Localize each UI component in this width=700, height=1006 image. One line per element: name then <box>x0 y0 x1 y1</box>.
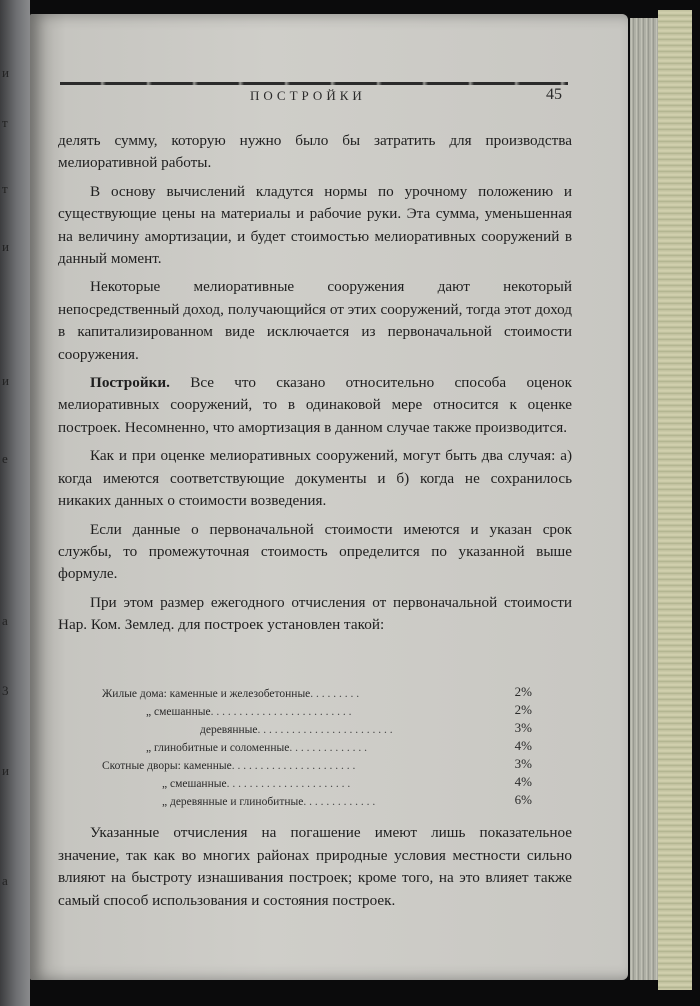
paragraph-text: Все что сказано относительно способа оценок мелиоративных сооружений, то в одинаковой мере относится к оценке построек. Несомненно, что амортизация в данном случае также производится. <box>58 374 573 436</box>
left-page-fragment: и <box>2 373 9 388</box>
rate-value: 6% <box>514 792 532 807</box>
rate-row <box>102 772 532 790</box>
rate-label: „ смешанные. . . . . . . . . . . . . . . . . . . . . . <box>162 778 351 790</box>
rate-value: 4% <box>514 774 532 789</box>
paragraph: Некоторые мелиоративные сооружения дают некоторый непосредственный доход, получающийся от этих сооружений, тогда этот доход в капитализированном виде исключается из первоначальной стоимости сооружения. <box>58 278 572 363</box>
rate-label: деревянные. . . . . . . . . . . . . . . . . . . . . . . . <box>200 724 393 736</box>
left-page-fragment: и <box>2 239 9 254</box>
paragraph-with-heading <box>58 372 572 439</box>
rate-value: 2% <box>514 684 532 699</box>
left-page-edge <box>0 0 30 1006</box>
left-page-fragment: т <box>2 115 8 130</box>
paragraph: При этом размер ежегодного отчисления от первоначальной стоимости Нар. Ком. Землед. для построек установлен такой: <box>58 593 572 634</box>
rate-row <box>102 736 532 754</box>
left-page-fragment: а <box>2 873 8 888</box>
paragraph: Как и при оценке мелиоративных сооружений, могут быть два случая: а) когда имеются соответствующие документы и б) когда не сохранилось никаких данных о стоимости возведения. <box>58 447 572 510</box>
rate-label: „ деревянные и глинобитные. . . . . . . . . . . . . <box>162 796 376 808</box>
rate-value: 4% <box>514 738 532 753</box>
rate-row <box>102 754 532 772</box>
rate-label: „ глинобитные и соломенные. . . . . . . . . . . . . . <box>146 742 367 754</box>
rate-row <box>102 700 532 718</box>
book-cover-edge <box>658 10 692 990</box>
depreciation-rates-table <box>102 682 532 808</box>
left-page-fragment: е <box>2 451 8 466</box>
paragraph: В основу вычислений кладутся нормы по урочному положению и существующие цены на материалы и рабочие руки. Эта сумма, уменьшенная на величину амортизации, и будет стоимостью мелиоративных сооружений в данный момент. <box>58 182 572 268</box>
rate-label: „ смешанные. . . . . . . . . . . . . . . . . . . . . . . . . <box>146 706 352 718</box>
left-page-fragment: 3 <box>2 683 9 698</box>
paragraph: Если данные о первоначальной стоимости имеются и указан срок службы, то промежуточная стоимость определится по указанной выше формуле. <box>58 520 572 583</box>
left-page-fragment: и <box>2 763 9 778</box>
page-number: 45 <box>546 86 562 103</box>
left-page-fragment: а <box>2 613 8 628</box>
closing-paragraph: Указанные отчисления на погашение имеют лишь показательное значение, так как во многих районах природные условия местности сильно влияют на быстроту изнашивания построек; кроме того, на это влияет также самый способ использования и состояния построек. <box>58 824 572 909</box>
paragraph: делять сумму, которую нужно было бы затратить для производства мелиоративной работы. <box>58 132 572 172</box>
rate-label: Жилые дома: каменные и железобетонные. . . . . . . . . <box>102 688 360 700</box>
header-rule <box>60 82 568 85</box>
rate-value: 3% <box>514 720 532 735</box>
rate-row <box>102 682 532 700</box>
section-heading: Постройки. <box>90 374 170 392</box>
rate-label: Скотные дворы: каменные. . . . . . . . . . . . . . . . . . . . . . <box>102 760 356 772</box>
rate-value: 3% <box>514 756 532 771</box>
left-page-fragment: и <box>2 65 9 80</box>
rate-row <box>102 718 532 736</box>
rate-row <box>102 790 532 808</box>
rate-value: 2% <box>514 702 532 717</box>
running-head: ПОСТРОЙКИ <box>250 88 366 103</box>
left-page-fragment: т <box>2 181 8 196</box>
body-text <box>58 130 572 643</box>
